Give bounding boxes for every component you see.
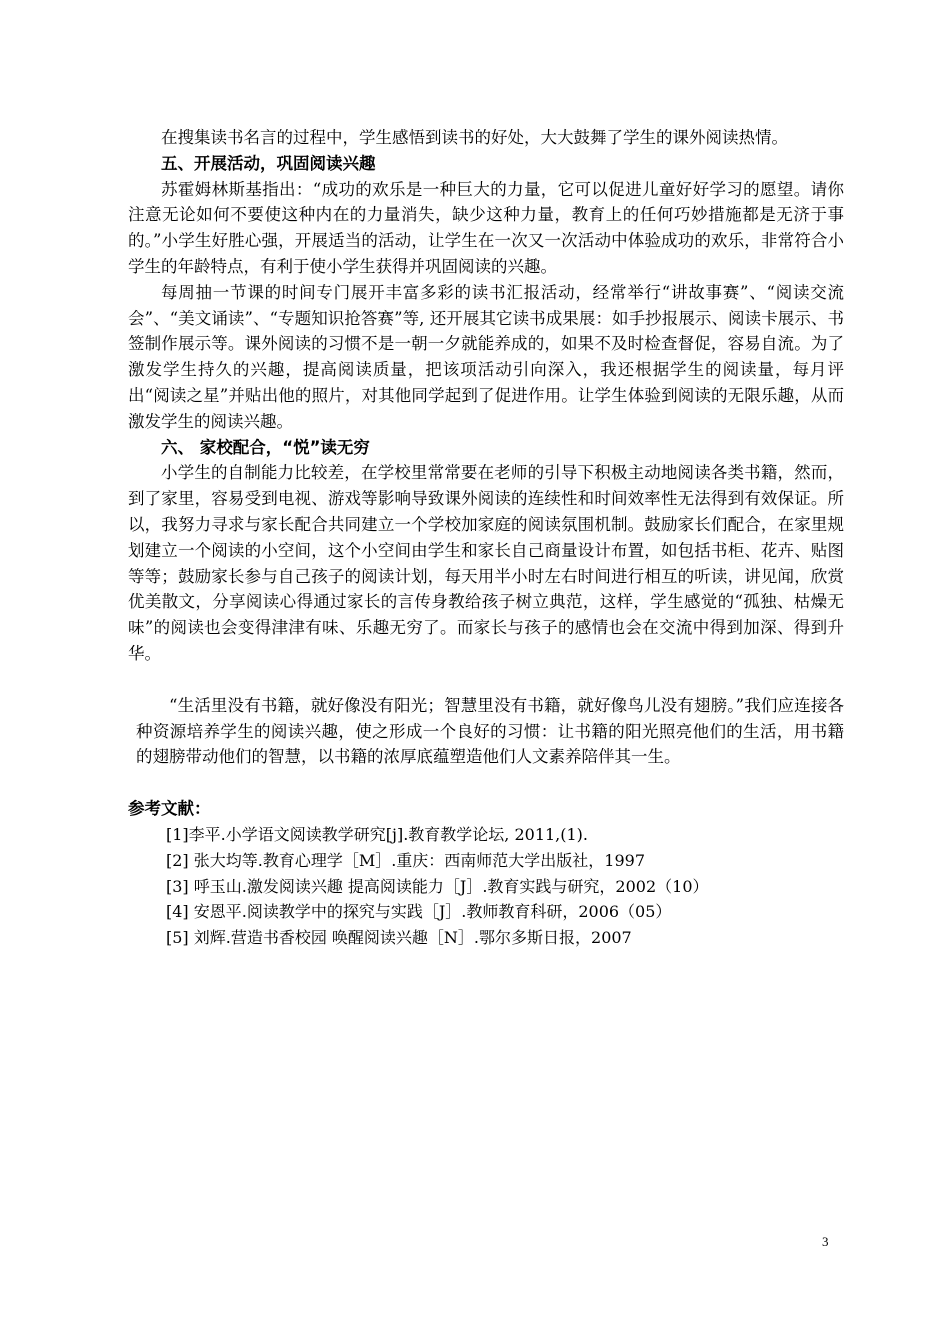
document-body — [128, 125, 844, 951]
reference-item: [3] 呼玉山.激发阅读兴趣 提高阅读能力［J］.教育实践与研究，2002（10） — [166, 876, 709, 896]
paragraph-sukhomlinsky: 苏霍姆林斯基指出：“成功的欢乐是一种巨大的力量，它可以促进儿童好好学习的愿望。请你注意无论如何不要使这种内在的力量消失，缺少这种力量，教育上的任何巧妙措施都是无济于事的。”小学生好胜心强，开展适当的活动，让学生在一次又一次活动中体验成功的欢乐，非常符合小学生的年龄特点，有利于使小学生获得并巩固阅读的兴趣。 — [128, 179, 844, 276]
reference-item: [4] 安恩平.阅读教学中的探究与实践［J］.教师教育科研，2006（05） — [166, 902, 672, 922]
page-number: 3 — [822, 1234, 829, 1249]
paragraph-conclusion: “生活里没有书籍，就好像没有阳光；智慧里没有书籍，就好像鸟儿没有翅膀。”我们应连接各种资源培养学生的阅读兴趣，使之形成一个良好的习惯：让书籍的阳光照亮他们的生活，用书籍的翅膀带动他们的智慧，以书籍的浓厚底蕴塑造他们人文素养陪伴其一生。 — [136, 695, 844, 767]
section-heading-6: 六、 家校配合，“悦”读无穷 — [161, 437, 370, 457]
section-heading-5: 五、开展活动，巩固阅读兴趣 — [161, 153, 376, 173]
reference-item: [2] 张大均等.教育心理学［M］.重庆：西南师范大学出版社，1997 — [166, 850, 646, 870]
reference-item: [1]李平.小学语文阅读教学研究[j].教育教学论坛, 2011,(1). — [166, 824, 589, 844]
references-list — [128, 822, 844, 951]
references-title: 参考文献： — [128, 799, 211, 819]
paragraph-weekly-activities: 每周抽一节课的时间专门展开丰富多彩的读书汇报活动，经常举行“讲故事赛”、“阅读交流会”、“美文诵读”、“专题知识抢答赛”等, 还开展其它读书成果展：如手抄报展示、阅读卡展示、书签制作展示等。课外阅读的习惯不是一朝一夕就能养成的，如果不及时检查督促，容易自流。为了激发学生持久的兴趣，提高阅读质量，把该项活动引向深入，我还根据学生的阅读量，每月评出“阅读之星”并贴出他的照片，对其他同学起到了促进作用。让学生体验到阅读的无限乐趣，从而激发学生的阅读兴趣。 — [128, 282, 844, 431]
reference-item: [5] 刘辉.营造书香校园 唤醒阅读兴趣［N］.鄂尔多斯日报，2007 — [166, 928, 632, 948]
paragraph-search-quotes: 在搜集读书名言的过程中，学生感悟到读书的好处，大大鼓舞了学生的课外阅读热情。 — [161, 128, 788, 147]
paragraph-home-school: 小学生的自制能力比较差，在学校里常常要在老师的引导下积极主动地阅读各类书籍，然而，到了家里，容易受到电视、游戏等影响导致课外阅读的连续性和时间效率性无法得到有效保证。所以，我努力寻求与家长配合共同建立一个学校加家庭的阅读氛围机制。鼓励家长们配合，在家里规划建立一个阅读的小空间，这个小空间由学生和家长自己商量设计布置，如包括书柜、花卉、贴图等等；鼓励家长参与自己孩子的阅读计划，每天用半小时左右时间进行相互的听读，讲见闻，欣赏优美散文，分享阅读心得通过家长的言传身教给孩子树立典范，这样，学生感觉的“孤独、枯燥无味”的阅读也会变得津津有味、乐趣无穷了。而家长与孩子的感情也会在交流中得到加深、得到升华。 — [128, 463, 844, 663]
